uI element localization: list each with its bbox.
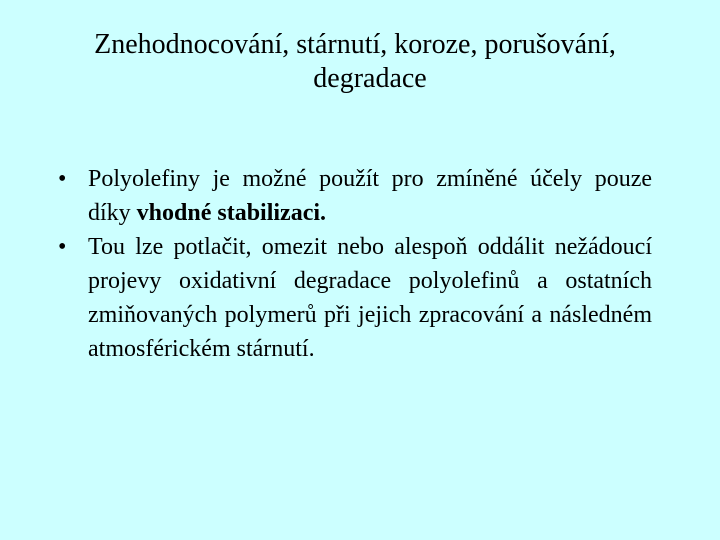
slide-title — [40, 28, 700, 96]
slide-title-line-1: Znehodnocování, stárnutí, koroze, porušování, — [94, 29, 616, 60]
bullet-item-stabilization — [58, 162, 652, 230]
bullet-text-bold: vhodné stabilizaci. — [136, 200, 327, 226]
bullet-text: Tou lze potlačit, omezit nebo alespoň oddálit nežádoucí projevy oxidativní degradace polyolefinů a ostatních zmiňovaných polymerů při jejich zpracování a následném atmosférickém stárnutí. — [88, 234, 652, 362]
bullet-marker: • — [58, 234, 67, 260]
bullet-text — [88, 162, 652, 230]
bullet-item-degradation — [58, 230, 652, 366]
bullet-text-regular: Polyolefiny je možné použít pro zmíněné účely pouze díky — [88, 166, 652, 226]
bullet-marker: • — [58, 166, 67, 192]
slide-title-line-2: degradace — [313, 63, 427, 94]
bullet-list — [58, 162, 652, 366]
